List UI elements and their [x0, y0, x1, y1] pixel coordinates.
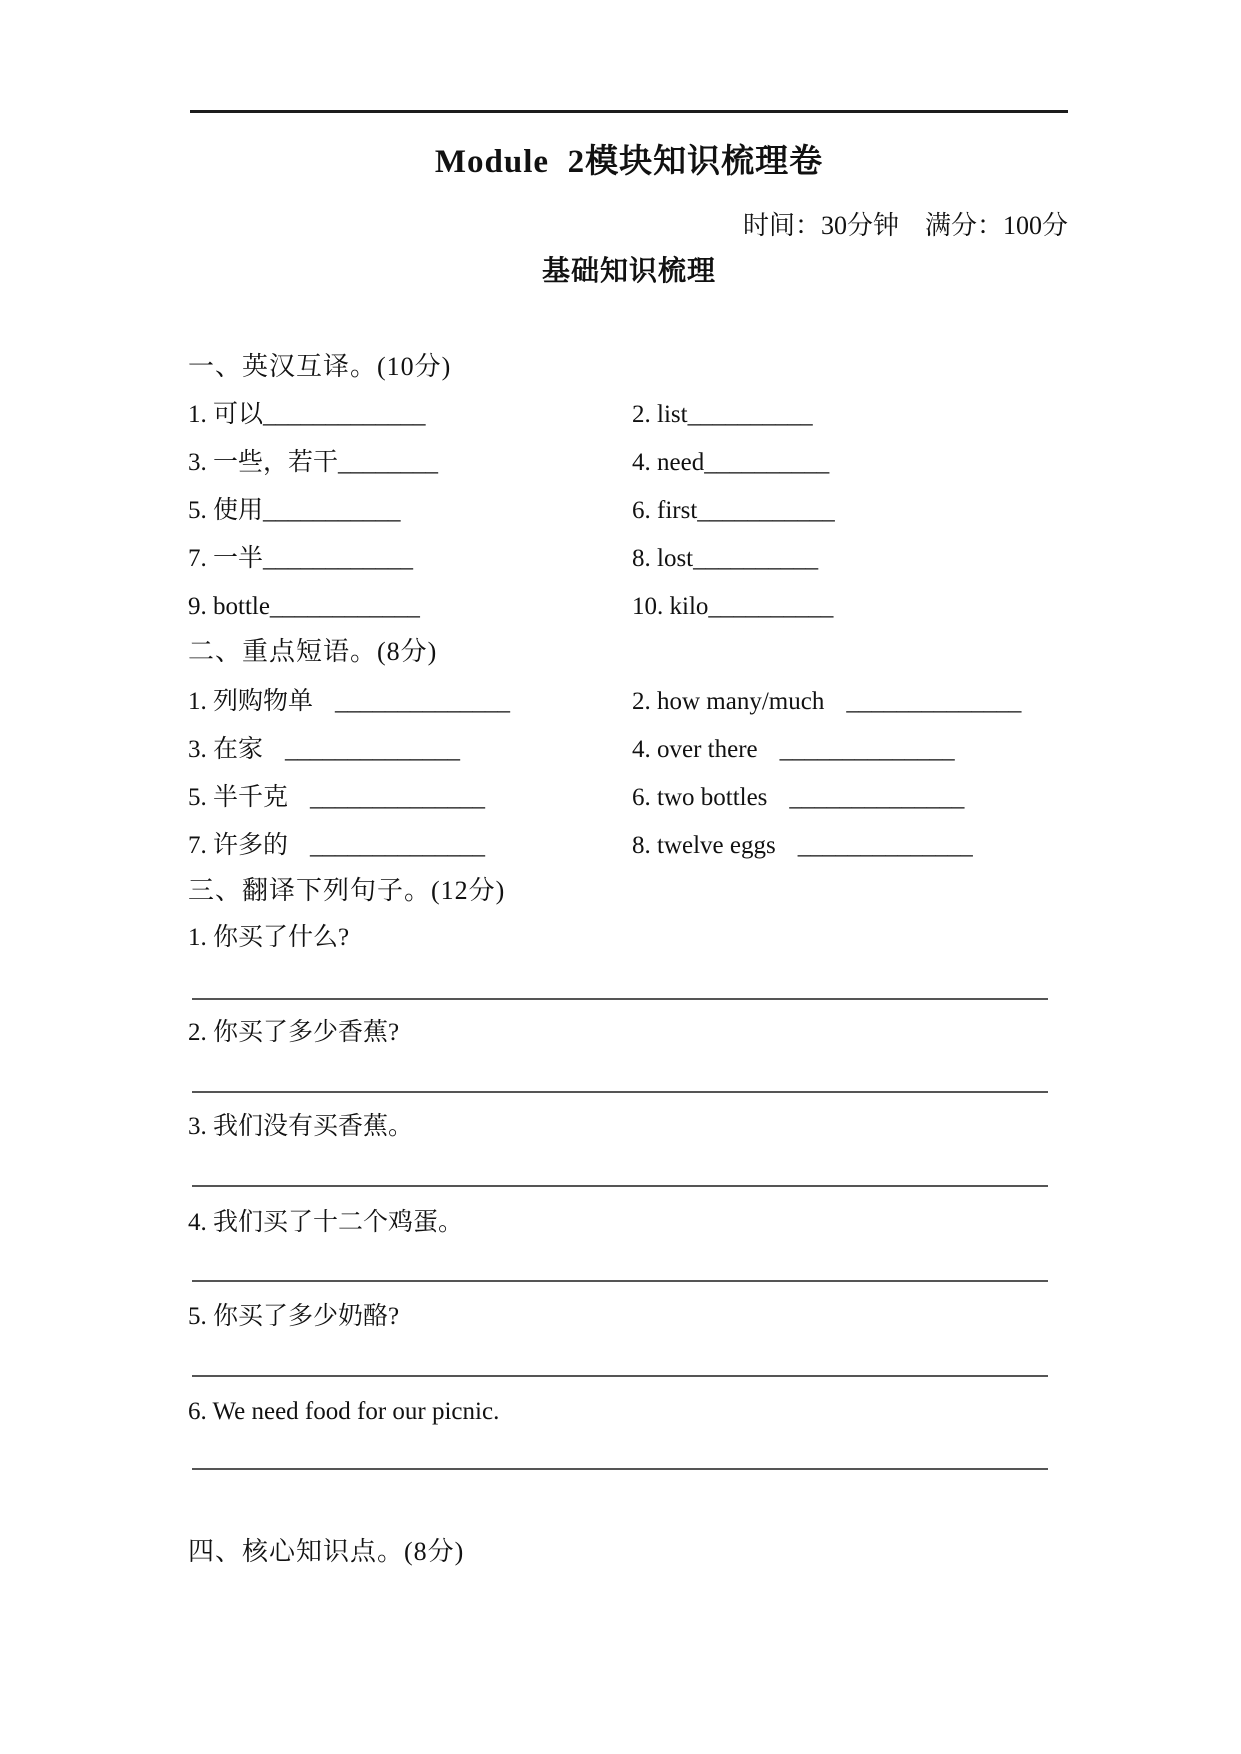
- answer-line: [192, 1375, 1048, 1377]
- section1-item: 2. list__________: [632, 401, 813, 428]
- header-rule: [190, 110, 1068, 113]
- phrase-blank: ______________: [789, 784, 965, 811]
- phrase-label: 8. twelve eggs: [632, 832, 776, 859]
- section1-item: 1. 可以_____________: [188, 401, 426, 428]
- translation-question: 4. 我们买了十二个鸡蛋。: [188, 1209, 464, 1236]
- phrase-blank: ______________: [335, 688, 511, 715]
- section2-heading: 二、重点短语。(8分): [188, 637, 438, 666]
- section2-item: [188, 822, 632, 870]
- section2-item: [188, 726, 632, 774]
- page-title: Module 2模块知识梳理卷: [434, 144, 824, 180]
- phrase-blank: ______________: [285, 736, 461, 763]
- phrase-blank: ______________: [797, 832, 973, 859]
- translation-question: 2. 你买了多少香蕉?: [188, 1019, 400, 1046]
- section2-item: [632, 822, 1068, 870]
- time-score-info: 时间：30分钟 满分：100分: [742, 211, 1068, 240]
- translation-question: 1. 你买了什么?: [188, 924, 350, 951]
- phrase-label: 5. 半千克: [188, 784, 289, 811]
- section2-item: [632, 678, 1068, 726]
- answer-line: [192, 1468, 1048, 1470]
- section2-item: [188, 774, 632, 822]
- section2-item: [188, 678, 632, 726]
- phrase-label: 1. 列购物单: [188, 688, 314, 715]
- section3-heading: 三、翻译下列句子。(12分): [188, 876, 506, 905]
- section1-grid: [188, 391, 1068, 631]
- section1-item: 5. 使用___________: [188, 497, 401, 524]
- section1-item: 3. 一些，若干________: [188, 449, 439, 476]
- phrase-label: 3. 在家: [188, 736, 264, 763]
- answer-line: [192, 1091, 1048, 1093]
- phrase-label: 6. two bottles: [632, 784, 768, 811]
- section1-heading: 一、英汉互译。(10分): [188, 352, 452, 381]
- phrase-blank: ______________: [846, 688, 1022, 715]
- section1-item: 6. first___________: [632, 497, 835, 524]
- section1-item: 9. bottle____________: [188, 593, 420, 620]
- translation-question: 3. 我们没有买香蕉。: [188, 1113, 414, 1140]
- phrase-label: 2. how many/much: [632, 688, 825, 715]
- section1-item: 7. 一半____________: [188, 545, 414, 572]
- section2-item: [632, 726, 1068, 774]
- answer-line: [192, 1185, 1048, 1187]
- phrase-label: 4. over there: [632, 736, 758, 763]
- section1-item: 8. lost__________: [632, 545, 819, 572]
- phrase-label: 7. 许多的: [188, 832, 289, 859]
- answer-line: [192, 1280, 1048, 1282]
- translation-question: 6. We need food for our picnic.: [188, 1398, 500, 1425]
- phrase-blank: ______________: [310, 784, 486, 811]
- section1-item: 10. kilo__________: [632, 593, 834, 620]
- section2-item: [632, 774, 1068, 822]
- section4-heading: 四、核心知识点。(8分): [188, 1537, 465, 1566]
- page-subtitle: 基础知识梳理: [541, 256, 716, 287]
- answer-line: [192, 998, 1048, 1000]
- section1-item: 4. need__________: [632, 449, 830, 476]
- section2-grid: [188, 678, 1068, 870]
- phrase-blank: ______________: [779, 736, 955, 763]
- phrase-blank: ______________: [310, 832, 486, 859]
- translation-question: 5. 你买了多少奶酪?: [188, 1303, 400, 1330]
